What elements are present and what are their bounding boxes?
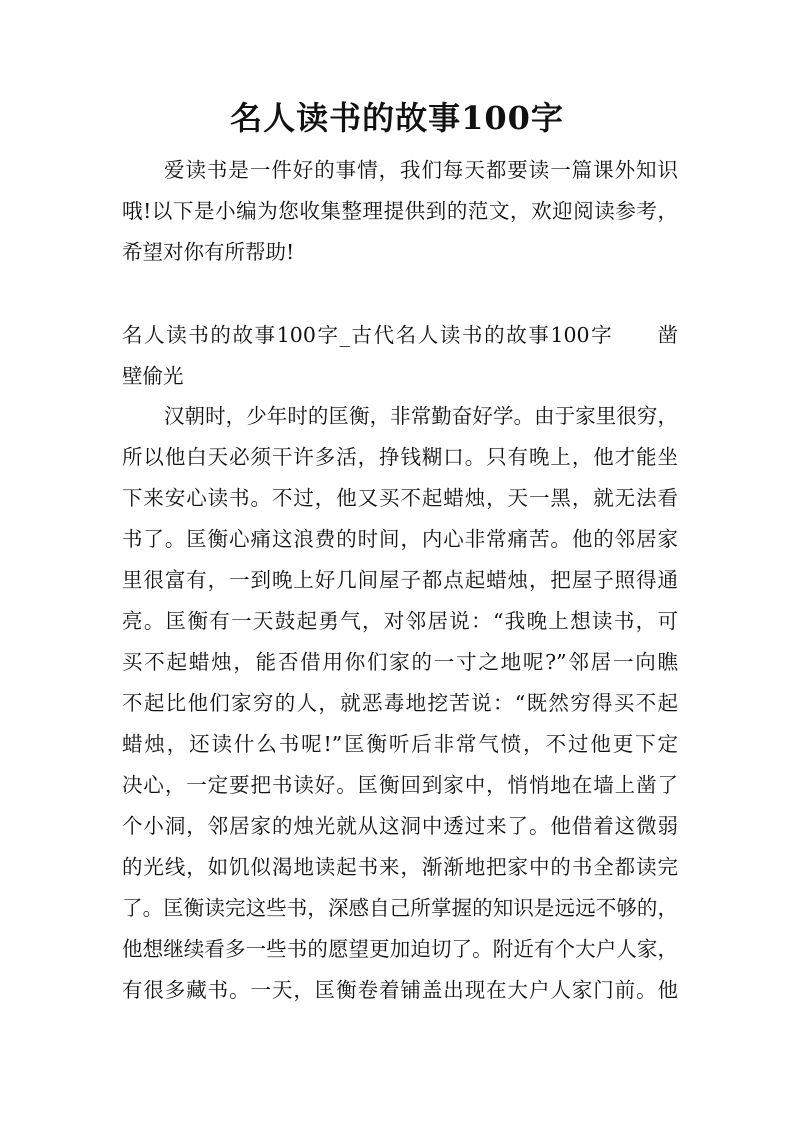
intro-line-1: 爱读书是一件好的事情，我们每天都要读一篇课外知识 — [164, 158, 678, 182]
story-line-3: 下来安心读书。不过，他又买不起蜡烛，天一黑，就无法看 — [122, 486, 678, 510]
intro-line-3: 希望对你有所帮助! — [122, 240, 295, 264]
story-line-13: 了。匡衡读完这些书，深感自己所掌握的知识是远远不够的， — [122, 896, 678, 920]
story-line-6: 亮。匡衡有一天鼓起勇气，对邻居说：“我晚上想读书，可 — [122, 609, 678, 633]
story-line-5: 里很富有，一到晚上好几间屋子都点起蜡烛，把屋子照得通 — [122, 568, 678, 592]
story-line-9: 蜡烛，还读什么书呢!”匡衡听后非常气愤，不过他更下定 — [122, 732, 678, 756]
story-line-2: 所以他白天必须干许多活，挣钱糊口。只有晚上，他才能坐 — [122, 445, 678, 469]
story-line-11: 个小洞，邻居家的烛光就从这洞中透过来了。他借着这微弱 — [122, 814, 678, 838]
document-title: 名人读书的故事100字 — [230, 99, 564, 137]
story-line-12: 的光线，如饥似渴地读起书来，渐渐地把家中的书全都读完 — [122, 855, 678, 879]
intro-line-2: 哦!以下是小编为您收集整理提供到的范文，欢迎阅读参考， — [122, 199, 678, 223]
section-heading-line-1: 名人读书的故事100字_古代名人读书的故事100字 凿 — [122, 323, 678, 347]
section-heading-line-2: 壁偷光 — [122, 364, 184, 388]
story-line-1: 汉朝时，少年时的匡衡，非常勤奋好学。由于家里很穷， — [164, 404, 678, 428]
story-line-7: 买不起蜡烛，能否借用你们家的一寸之地呢?”邻居一向瞧 — [122, 650, 678, 674]
story-line-4: 书了。匡衡心痛这浪费的时间，内心非常痛苦。他的邻居家 — [122, 527, 678, 551]
story-line-8: 不起比他们家穷的人，就恶毒地挖苦说：“既然穷得买不起 — [122, 691, 678, 715]
story-line-14: 他想继续看多一些书的愿望更加迫切了。附近有个大户人家， — [122, 937, 678, 961]
story-line-10: 决心，一定要把书读好。匡衡回到家中，悄悄地在墙上凿了 — [122, 773, 678, 797]
story-line-15: 有很多藏书。一天，匡衡卷着铺盖出现在大户人家门前。他 — [122, 978, 678, 1002]
